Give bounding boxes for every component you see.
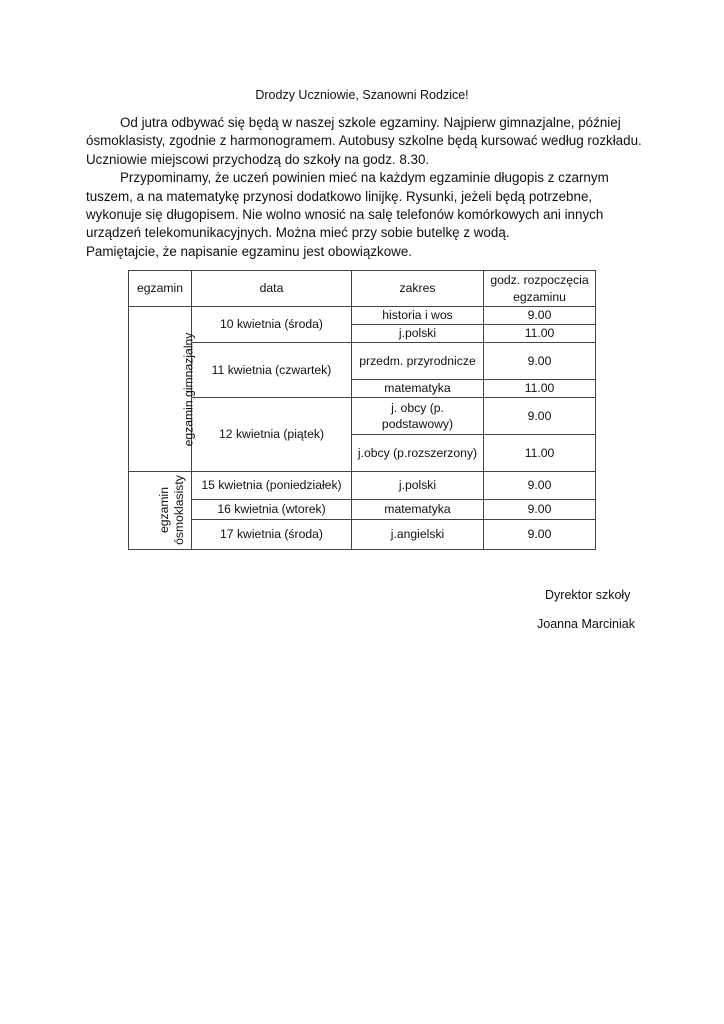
zakres-cell: j. obcy (p. podstawowy) — [352, 398, 484, 435]
paragraph-1: Od jutra odbywać się będą w naszej szkole egzaminy. Najpierw gimnazjalne, później ósmoklasisty, zgodnie z harmonogramem. Autobusy szkolne będą kursować według rozkładu. Uczniowie miejscowi przychodzą do szkoły na godz. 8.30. — [86, 115, 642, 167]
zakres-cell: j.polski — [352, 325, 484, 343]
zakres-cell: matematyka — [352, 500, 484, 520]
header-egzamin: egzamin — [129, 271, 192, 307]
table-row — [129, 343, 596, 380]
godz-cell: 9.00 — [484, 343, 596, 380]
godz-cell: 11.00 — [484, 435, 596, 472]
table-row — [129, 472, 596, 500]
godz-cell: 9.00 — [484, 307, 596, 325]
group-cell-osmoklasisty — [129, 472, 192, 550]
zakres-cell: j.angielski — [352, 520, 484, 550]
body-text — [86, 114, 646, 261]
table-row — [129, 520, 596, 550]
zakres-cell: matematyka — [352, 380, 484, 398]
date-cell: 10 kwietnia (środa) — [192, 307, 352, 343]
zakres-cell: j.polski — [352, 472, 484, 500]
header-data: data — [192, 271, 352, 307]
paragraph-3: Pamiętajcie, że napisanie egzaminu jest obowiązkowe. — [86, 243, 413, 259]
godz-cell: 9.00 — [484, 398, 596, 435]
signature-title: Dyrektor szkoły — [545, 588, 631, 602]
godz-cell: 11.00 — [484, 380, 596, 398]
date-cell: 12 kwietnia (piątek) — [192, 398, 352, 472]
group-label-gimnazjalny: egzamin gimnazjalny — [181, 332, 196, 447]
signature-name: Joanna Marciniak — [537, 617, 635, 631]
date-cell: 16 kwietnia (wtorek) — [192, 500, 352, 520]
godz-cell: 9.00 — [484, 520, 596, 550]
godz-cell: 11.00 — [484, 325, 596, 343]
header-godz: godz. rozpoczęcia egzaminu — [484, 271, 596, 307]
salutation: Drodzy Uczniowie, Szanowni Rodzice! — [255, 88, 469, 102]
date-cell: 11 kwietnia (czwartek) — [192, 343, 352, 398]
paragraph-2: Przypominamy, że uczeń powinien mieć na każdym egzaminie długopis z czarnym tuszem, a na matematykę przynosi dodatkowo linijkę. Rysunki, jeżeli będą potrzebne, wykonuje się długopisem. Nie wolno wnosić na salę telefonów komórkowych ani innych urządzeń telekomunikacyjnych. Można mieć przy sobie butelkę z wodą. — [86, 170, 609, 241]
date-cell: 17 kwietnia (środa) — [192, 520, 352, 550]
table-row — [129, 398, 596, 435]
zakres-cell: historia i wos — [352, 307, 484, 325]
exam-schedule-table — [128, 270, 596, 550]
table-header-row — [129, 271, 596, 307]
zakres-cell: j.obcy (p.rozszerzony) — [352, 435, 484, 472]
group-label-osmoklasisty: egzamin ósmoklasisty — [157, 475, 186, 546]
header-zakres: zakres — [352, 271, 484, 307]
group-cell-gimnazjalny — [129, 307, 196, 472]
zakres-cell: przedm. przyrodnicze — [352, 343, 484, 380]
table-row — [129, 500, 596, 520]
date-cell: 15 kwietnia (poniedziałek) — [192, 472, 352, 500]
table-row — [129, 307, 596, 325]
godz-cell: 9.00 — [484, 500, 596, 520]
godz-cell: 9.00 — [484, 472, 596, 500]
